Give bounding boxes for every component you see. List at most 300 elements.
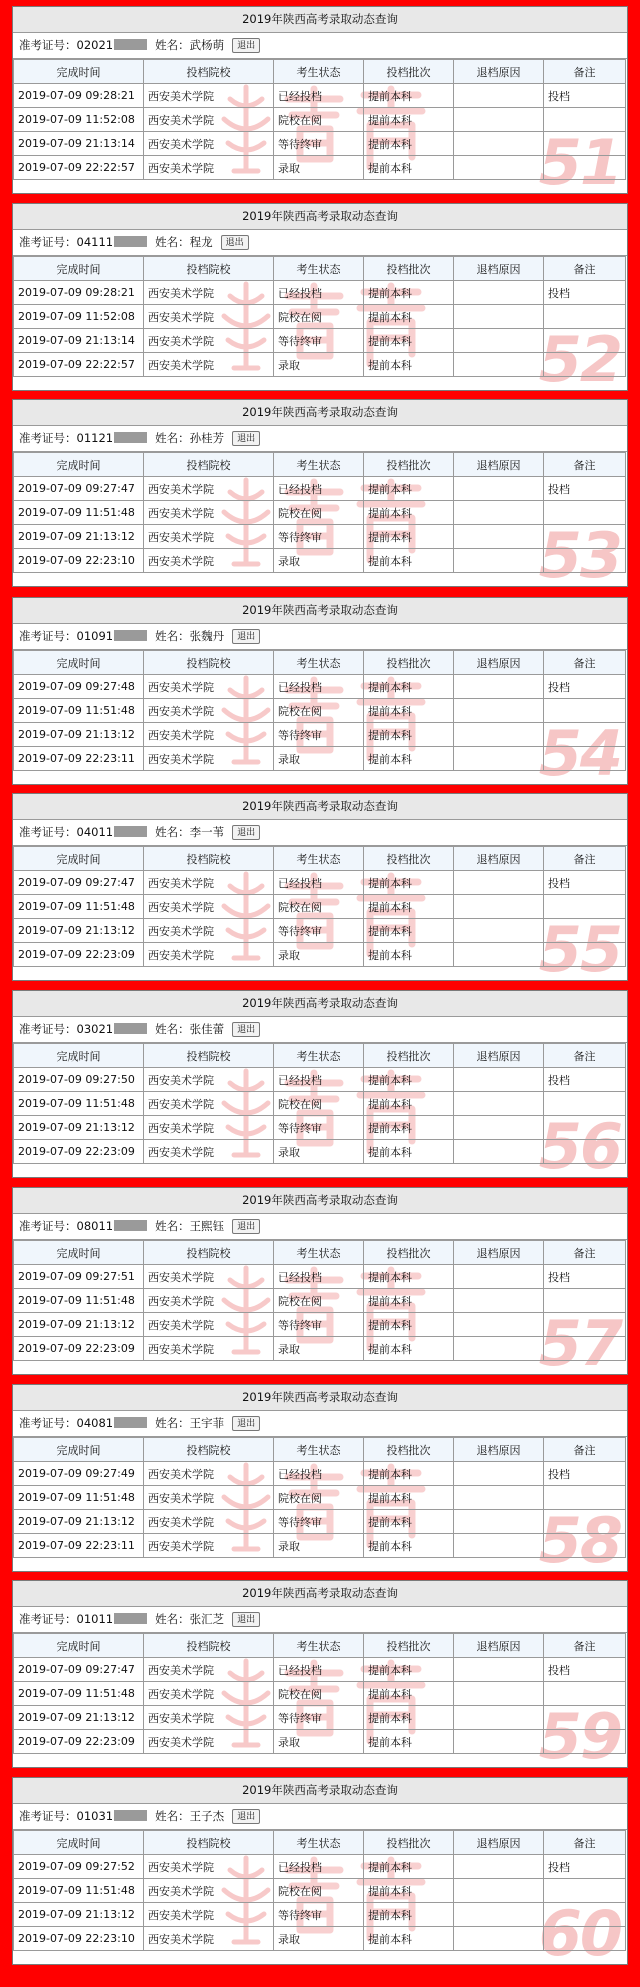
table-cell — [454, 1068, 544, 1092]
redaction-bar — [114, 1220, 147, 1231]
table-cell — [454, 723, 544, 747]
table-row — [14, 305, 626, 329]
table-row — [14, 699, 626, 723]
table-row — [14, 919, 626, 943]
table-cell — [454, 1927, 544, 1951]
table-cell: 2019-07-09 22:23:09 — [14, 1730, 144, 1754]
table-cell: 西安美术学院 — [144, 1534, 274, 1558]
result-card — [12, 1384, 628, 1572]
exam-no-value: 01091 — [76, 629, 114, 643]
column-header: 完成时间 — [14, 1438, 144, 1462]
table-header-row — [14, 453, 626, 477]
table-row — [14, 1486, 626, 1510]
column-header: 投档批次 — [364, 651, 454, 675]
table-cell: 2019-07-09 09:28:21 — [14, 84, 144, 108]
table-cell: 提前本科 — [364, 1116, 454, 1140]
table-cell: 已经投档 — [274, 871, 364, 895]
table-cell: 投档 — [544, 675, 626, 699]
column-header: 备注 — [544, 1044, 626, 1068]
table-cell: 西安美术学院 — [144, 1289, 274, 1313]
card-title: 2019年陕西高考录取动态查询 — [13, 794, 627, 820]
column-header: 完成时间 — [14, 1831, 144, 1855]
table-cell: 2019-07-09 22:23:09 — [14, 943, 144, 967]
table-cell — [454, 525, 544, 549]
exam-no-value: 01031 — [76, 1809, 114, 1823]
table-header-row — [14, 1438, 626, 1462]
table-cell: 2019-07-09 21:13:12 — [14, 1116, 144, 1140]
table-header-row — [14, 651, 626, 675]
column-header: 退档原因 — [454, 1241, 544, 1265]
column-header: 退档原因 — [454, 1634, 544, 1658]
exit-button[interactable]: 退出 — [232, 825, 260, 840]
table-cell: 已经投档 — [274, 1462, 364, 1486]
table-cell: 院校在阅 — [274, 1486, 364, 1510]
table-row — [14, 549, 626, 573]
exit-button[interactable]: 退出 — [232, 1612, 260, 1627]
table-cell: 提前本科 — [364, 1313, 454, 1337]
table-cell — [544, 329, 626, 353]
table-cell: 提前本科 — [364, 1068, 454, 1092]
table-cell: 院校在阅 — [274, 1682, 364, 1706]
table-row — [14, 132, 626, 156]
table-cell: 西安美术学院 — [144, 549, 274, 573]
table-cell: 院校在阅 — [274, 895, 364, 919]
table-cell — [454, 1092, 544, 1116]
table-cell: 等待终审 — [274, 919, 364, 943]
table-cell: 提前本科 — [364, 477, 454, 501]
card-title: 2019年陕西高考录取动态查询 — [13, 400, 627, 426]
table-cell: 提前本科 — [364, 871, 454, 895]
table-cell: 西安美术学院 — [144, 1903, 274, 1927]
watermark-number: 57 — [538, 1307, 621, 1375]
table-cell: 录取 — [274, 1534, 364, 1558]
table-cell: 提前本科 — [364, 329, 454, 353]
table-cell: 提前本科 — [364, 1927, 454, 1951]
table-cell — [544, 747, 626, 771]
table-cell: 2019-07-09 09:27:47 — [14, 871, 144, 895]
name-label: 姓名： — [155, 38, 190, 52]
table-row — [14, 1068, 626, 1092]
table-cell: 2019-07-09 11:51:48 — [14, 699, 144, 723]
column-header: 投档院校 — [144, 1438, 274, 1462]
table-cell: 2019-07-09 11:51:48 — [14, 1879, 144, 1903]
table-cell: 2019-07-09 11:52:08 — [14, 108, 144, 132]
table-cell: 等待终审 — [274, 329, 364, 353]
candidate-info-row — [13, 426, 627, 452]
table-row — [14, 1855, 626, 1879]
table-row — [14, 1510, 626, 1534]
table-cell — [544, 132, 626, 156]
table-header-row — [14, 1044, 626, 1068]
table-cell: 已经投档 — [274, 477, 364, 501]
table-cell: 西安美术学院 — [144, 1879, 274, 1903]
column-header: 考生状态 — [274, 1044, 364, 1068]
name-label: 姓名： — [155, 825, 190, 839]
table-header-row — [14, 1634, 626, 1658]
table-cell — [544, 1730, 626, 1754]
exam-no-label: 准考证号： — [19, 825, 77, 839]
table-cell: 投档 — [544, 477, 626, 501]
table-cell: 西安美术学院 — [144, 1510, 274, 1534]
table-cell — [454, 919, 544, 943]
candidate-name: 张佳蕾 — [189, 1022, 225, 1036]
column-header: 完成时间 — [14, 847, 144, 871]
admission-table — [13, 452, 626, 573]
table-cell: 西安美术学院 — [144, 108, 274, 132]
table-cell — [544, 108, 626, 132]
table-cell: 西安美术学院 — [144, 895, 274, 919]
table-cell: 2019-07-09 09:27:50 — [14, 1068, 144, 1092]
table-cell: 录取 — [274, 156, 364, 180]
exam-no-label: 准考证号： — [19, 235, 77, 249]
watermark-number: 56 — [538, 1110, 621, 1178]
exam-no-value: 08011 — [76, 1219, 114, 1233]
column-header: 投档院校 — [144, 1044, 274, 1068]
table-cell: 2019-07-09 11:51:48 — [14, 895, 144, 919]
table-cell: 2019-07-09 21:13:12 — [14, 1510, 144, 1534]
table-cell: 院校在阅 — [274, 1289, 364, 1313]
table-cell — [454, 675, 544, 699]
exit-button[interactable]: 退出 — [232, 431, 260, 446]
column-header: 投档院校 — [144, 453, 274, 477]
table-cell: 2019-07-09 21:13:12 — [14, 525, 144, 549]
table-cell: 录取 — [274, 1337, 364, 1361]
table-cell: 提前本科 — [364, 943, 454, 967]
table-cell — [454, 871, 544, 895]
table-cell: 已经投档 — [274, 281, 364, 305]
table-cell: 提前本科 — [364, 108, 454, 132]
table-row — [14, 723, 626, 747]
candidate-info-row — [13, 1411, 627, 1437]
name-label: 姓名： — [155, 235, 190, 249]
column-header: 考生状态 — [274, 847, 364, 871]
table-cell — [544, 895, 626, 919]
column-header: 考生状态 — [274, 453, 364, 477]
table-cell: 西安美术学院 — [144, 353, 274, 377]
column-header: 退档原因 — [454, 1044, 544, 1068]
table-row — [14, 1462, 626, 1486]
table-cell — [544, 1534, 626, 1558]
column-header: 投档院校 — [144, 1831, 274, 1855]
table-cell: 2019-07-09 09:27:47 — [14, 1658, 144, 1682]
redaction-bar — [114, 432, 147, 443]
column-header: 退档原因 — [454, 1438, 544, 1462]
table-cell: 提前本科 — [364, 1462, 454, 1486]
redaction-bar — [114, 1613, 147, 1624]
table-cell: 西安美术学院 — [144, 156, 274, 180]
table-cell — [454, 1289, 544, 1313]
table-cell — [454, 1140, 544, 1164]
table-cell: 提前本科 — [364, 1730, 454, 1754]
watermark-number: 52 — [538, 323, 621, 391]
table-cell: 等待终审 — [274, 1706, 364, 1730]
table-cell: 等待终审 — [274, 525, 364, 549]
table-body — [14, 477, 626, 573]
table-cell — [544, 156, 626, 180]
admission-table — [13, 1830, 626, 1951]
table-cell — [454, 1682, 544, 1706]
watermark-number: 51 — [538, 126, 621, 194]
column-header: 考生状态 — [274, 1831, 364, 1855]
column-header: 考生状态 — [274, 1241, 364, 1265]
table-body — [14, 1068, 626, 1164]
table-cell — [454, 353, 544, 377]
table-cell: 提前本科 — [364, 1682, 454, 1706]
card-title: 2019年陕西高考录取动态查询 — [13, 598, 627, 624]
table-cell: 提前本科 — [364, 747, 454, 771]
column-header: 完成时间 — [14, 651, 144, 675]
column-header: 投档批次 — [364, 1831, 454, 1855]
table-cell — [454, 84, 544, 108]
table-cell: 提前本科 — [364, 281, 454, 305]
exam-no-label: 准考证号： — [19, 431, 77, 445]
column-header: 备注 — [544, 847, 626, 871]
column-header: 备注 — [544, 60, 626, 84]
table-cell — [544, 1140, 626, 1164]
table-cell: 院校在阅 — [274, 1092, 364, 1116]
table-cell: 录取 — [274, 1927, 364, 1951]
table-cell: 西安美术学院 — [144, 1337, 274, 1361]
table-cell: 提前本科 — [364, 699, 454, 723]
table-cell: 提前本科 — [364, 1534, 454, 1558]
table-cell: 录取 — [274, 747, 364, 771]
table-cell: 2019-07-09 22:23:10 — [14, 549, 144, 573]
candidate-info-row — [13, 1017, 627, 1043]
table-cell: 提前本科 — [364, 1337, 454, 1361]
result-card — [12, 990, 628, 1178]
table-body — [14, 1265, 626, 1361]
table-row — [14, 329, 626, 353]
table-cell: 等待终审 — [274, 1510, 364, 1534]
table-cell: 西安美术学院 — [144, 919, 274, 943]
table-cell: 录取 — [274, 353, 364, 377]
table-cell — [544, 305, 626, 329]
redaction-bar — [114, 236, 147, 247]
column-header: 投档院校 — [144, 651, 274, 675]
table-header-row — [14, 1831, 626, 1855]
card-title: 2019年陕西高考录取动态查询 — [13, 1188, 627, 1214]
table-cell — [544, 943, 626, 967]
exam-no-label: 准考证号： — [19, 1022, 77, 1036]
table-row — [14, 1313, 626, 1337]
candidate-name: 王子杰 — [189, 1809, 225, 1823]
column-header: 投档院校 — [144, 257, 274, 281]
watermark-number: 58 — [538, 1504, 621, 1572]
table-cell: 西安美术学院 — [144, 699, 274, 723]
column-header: 完成时间 — [14, 1634, 144, 1658]
exit-button[interactable]: 退出 — [232, 1416, 260, 1431]
exam-no-label: 准考证号： — [19, 1219, 77, 1233]
table-row — [14, 1658, 626, 1682]
table-cell — [544, 1682, 626, 1706]
table-cell: 等待终审 — [274, 1116, 364, 1140]
candidate-name: 李一苇 — [189, 825, 225, 839]
table-cell — [544, 1706, 626, 1730]
table-cell: 投档 — [544, 1265, 626, 1289]
exam-no-value: 04081 — [76, 1416, 114, 1430]
result-card — [12, 203, 628, 391]
table-cell: 西安美术学院 — [144, 1682, 274, 1706]
table-cell: 提前本科 — [364, 675, 454, 699]
watermark-number: 54 — [538, 717, 621, 785]
table-cell: 西安美术学院 — [144, 1658, 274, 1682]
table-cell: 提前本科 — [364, 1510, 454, 1534]
redaction-bar — [114, 826, 147, 837]
column-header: 退档原因 — [454, 651, 544, 675]
table-cell: 2019-07-09 22:22:57 — [14, 156, 144, 180]
table-cell: 西安美术学院 — [144, 1140, 274, 1164]
column-header: 备注 — [544, 257, 626, 281]
card-title: 2019年陕西高考录取动态查询 — [13, 1778, 627, 1804]
admission-table — [13, 846, 626, 967]
redaction-bar — [114, 1023, 147, 1034]
table-body — [14, 1855, 626, 1951]
table-cell: 提前本科 — [364, 525, 454, 549]
table-cell: 2019-07-09 22:23:11 — [14, 1534, 144, 1558]
table-cell: 2019-07-09 11:51:48 — [14, 501, 144, 525]
table-cell: 西安美术学院 — [144, 1730, 274, 1754]
table-body — [14, 871, 626, 967]
exam-no-value: 02021 — [76, 38, 114, 52]
table-row — [14, 477, 626, 501]
column-header: 投档院校 — [144, 1634, 274, 1658]
table-cell — [544, 699, 626, 723]
exam-no-value: 03021 — [76, 1022, 114, 1036]
table-cell: 西安美术学院 — [144, 1116, 274, 1140]
table-cell — [544, 501, 626, 525]
redaction-bar — [114, 630, 147, 641]
exam-no-value: 01011 — [76, 1612, 114, 1626]
table-cell: 录取 — [274, 1730, 364, 1754]
name-label: 姓名： — [155, 1612, 190, 1626]
column-header: 考生状态 — [274, 1634, 364, 1658]
result-card — [12, 597, 628, 785]
table-cell: 2019-07-09 21:13:12 — [14, 1313, 144, 1337]
table-cell — [544, 1313, 626, 1337]
table-row — [14, 1903, 626, 1927]
exam-no-value: 04011 — [76, 825, 114, 839]
column-header: 退档原因 — [454, 453, 544, 477]
table-cell: 录取 — [274, 1140, 364, 1164]
column-header: 退档原因 — [454, 60, 544, 84]
table-cell: 西安美术学院 — [144, 84, 274, 108]
table-body — [14, 281, 626, 377]
table-cell: 提前本科 — [364, 305, 454, 329]
table-cell: 2019-07-09 21:13:14 — [14, 132, 144, 156]
column-header: 考生状态 — [274, 651, 364, 675]
table-cell — [454, 1706, 544, 1730]
table-cell: 已经投档 — [274, 1658, 364, 1682]
exam-no-label: 准考证号： — [19, 1416, 77, 1430]
table-cell: 投档 — [544, 1855, 626, 1879]
exit-button[interactable]: 退出 — [232, 1022, 260, 1037]
table-cell — [454, 132, 544, 156]
watermark-number: 55 — [538, 913, 621, 981]
table-cell — [544, 1903, 626, 1927]
table-cell: 西安美术学院 — [144, 1092, 274, 1116]
table-cell: 2019-07-09 22:23:10 — [14, 1927, 144, 1951]
table-cell: 2019-07-09 09:27:52 — [14, 1855, 144, 1879]
column-header: 完成时间 — [14, 453, 144, 477]
table-body — [14, 675, 626, 771]
table-row — [14, 1265, 626, 1289]
column-header: 备注 — [544, 651, 626, 675]
table-cell — [544, 1116, 626, 1140]
table-row — [14, 895, 626, 919]
column-header: 考生状态 — [274, 257, 364, 281]
card-title: 2019年陕西高考录取动态查询 — [13, 204, 627, 230]
table-cell: 提前本科 — [364, 895, 454, 919]
name-label: 姓名： — [155, 1809, 190, 1823]
table-cell: 2019-07-09 11:51:48 — [14, 1092, 144, 1116]
table-cell — [544, 1927, 626, 1951]
exit-button[interactable]: 退出 — [221, 235, 249, 250]
table-cell — [454, 1337, 544, 1361]
table-cell — [454, 1116, 544, 1140]
table-header-row — [14, 847, 626, 871]
table-cell: 提前本科 — [364, 156, 454, 180]
table-cell: 提前本科 — [364, 549, 454, 573]
table-cell — [454, 281, 544, 305]
table-cell: 2019-07-09 09:27:48 — [14, 675, 144, 699]
admission-table — [13, 1240, 626, 1361]
table-cell: 2019-07-09 21:13:12 — [14, 723, 144, 747]
name-label: 姓名： — [155, 1416, 190, 1430]
table-cell: 院校在阅 — [274, 699, 364, 723]
table-row — [14, 1879, 626, 1903]
table-row — [14, 1730, 626, 1754]
candidate-info-row — [13, 1214, 627, 1240]
table-cell — [454, 1486, 544, 1510]
column-header: 投档批次 — [364, 1044, 454, 1068]
table-cell: 西安美术学院 — [144, 305, 274, 329]
table-cell — [454, 1879, 544, 1903]
exit-button[interactable]: 退出 — [232, 1219, 260, 1234]
table-cell: 提前本科 — [364, 1289, 454, 1313]
table-cell: 提前本科 — [364, 1486, 454, 1510]
column-header: 投档批次 — [364, 453, 454, 477]
candidate-name: 孙桂芳 — [189, 431, 225, 445]
table-cell: 提前本科 — [364, 1265, 454, 1289]
table-cell: 2019-07-09 21:13:12 — [14, 919, 144, 943]
table-cell — [454, 1462, 544, 1486]
column-header: 投档批次 — [364, 1634, 454, 1658]
exit-button[interactable]: 退出 — [232, 38, 260, 53]
watermark-number: 59 — [538, 1700, 621, 1768]
exam-no-label: 准考证号： — [19, 1612, 77, 1626]
card-title: 2019年陕西高考录取动态查询 — [13, 1385, 627, 1411]
table-cell: 提前本科 — [364, 501, 454, 525]
column-header: 完成时间 — [14, 1044, 144, 1068]
table-cell: 提前本科 — [364, 1879, 454, 1903]
table-row — [14, 675, 626, 699]
table-row — [14, 156, 626, 180]
table-row — [14, 1682, 626, 1706]
table-cell — [544, 1486, 626, 1510]
table-row — [14, 108, 626, 132]
table-cell: 院校在阅 — [274, 1879, 364, 1903]
exit-button[interactable]: 退出 — [232, 1809, 260, 1824]
exit-button[interactable]: 退出 — [232, 629, 260, 644]
table-cell — [544, 723, 626, 747]
table-cell — [544, 1289, 626, 1313]
table-row — [14, 1140, 626, 1164]
table-cell: 已经投档 — [274, 1068, 364, 1092]
name-label: 姓名： — [155, 629, 190, 643]
table-cell: 2019-07-09 21:13:14 — [14, 329, 144, 353]
table-cell — [454, 329, 544, 353]
table-cell — [454, 1855, 544, 1879]
